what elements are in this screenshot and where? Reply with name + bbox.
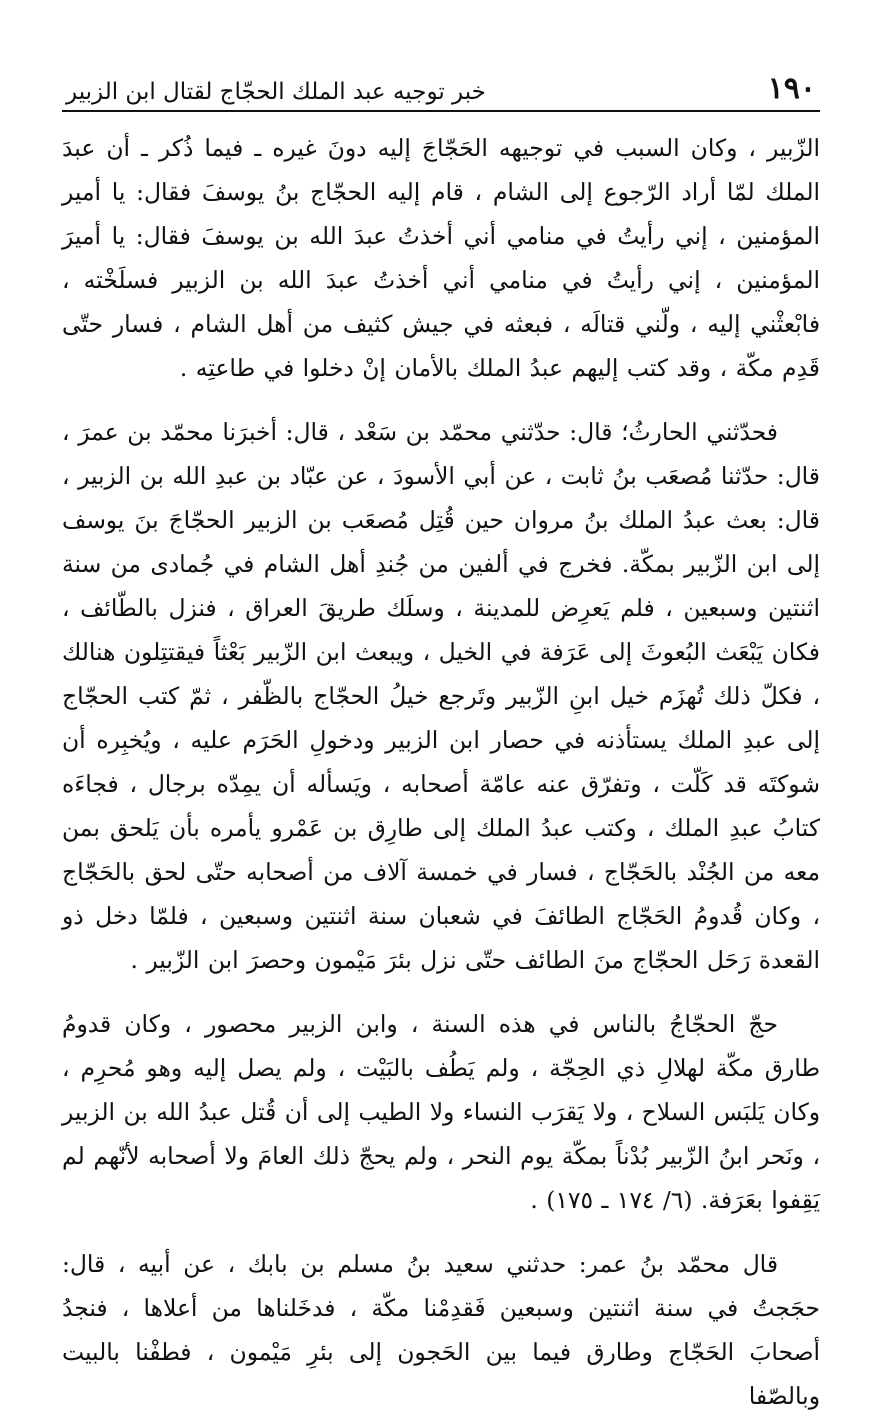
paragraph-4: قال محمّد بنُ عمر: حدثني سعيد بنُ مسلم بن بابك ، عن أبيه ، قال: حجَجتُ في سنة اثنتين وسبعين فَقدِمْنا مكّة ، فدخَلناها من أعلاها ، فنجدُ أصحابَ الحَجّاج وطارق فيما بين الحَجون إلى بئرِ مَيْمون ، فطفْنا بالبيت وبالصّفا xyxy=(62,1250,820,1410)
paragraph-1: الزّبير ، وكان السبب في توجيهه الحَجّاجَ إليه دونَ غيره ـ فيما ذُكر ـ أن عبدَ الملك لمّا أراد الرّجوع إلى الشام ، قام إليه الحجّاج بنُ يوسفَ فقال: يا أمير المؤمنين ، إني رأيتُ في منامي أني أخذتُ عبدَ الله بن يوسفَ فقال: يا أميرَ المؤمنين ، إني رأيتُ في منامي أني أخذتُ عبدَ الله بن الزبير فسلَخْته ، فابْعثْني إليه ، ولّني قتالَه ، فبعثه في جيش كثيف من أهل الشام ، فسار حتّى قَدِم مكّة ، وقد كتب إليهم عبدُ الملك بالأمان إنْ دخلوا في طاعتِه . xyxy=(62,134,820,382)
page-header xyxy=(62,60,820,112)
body-text xyxy=(62,126,820,1418)
paragraph-2: فحدّثني الحارثُ؛ قال: حدّثني محمّد بن سَعْد ، قال: أخبرَنا محمّد بن عمرَ ، قال: حدّثنا مُصعَب بنُ ثابت ، عن أبي الأسودَ ، عن عبّاد بن عبدِ الله بن الزبير ، قال: بعث عبدُ الملك بنُ مروان حين قُتِل مُصعَب بن الزبير الحجّاجَ بنَ يوسف إلى ابن الزّبير بمكّة. فخرج في ألفين من جُندِ أهل الشام في جُمادى من سنة اثنتين وسبعين ، فلم يَعرِض للمدينة ، وسلَك طريقَ العراق ، فنزل بالطّائف ، فكان يَبْعَث البُعوثَ إلى عَرَفة في الخيل ، ويبعث ابن الزّبير بَعْثاً فيقتتِلون هنالك ، فكلّ ذلك تُهزَم خيل ابنِ الزّبير وتَرجع خيلُ الحجّاج بالظّفر ، ثمّ كتب الحجّاج إلى عبدِ الملك يستأذنه في حصار ابن الزبير ودخولِ الحَرَم عليه ، ويُخبِره أن شوكتَه قد كَلّت ، وتفرّق عنه عامّة أصحابه ، ويَسأله أن يمِدّه برجال ، فجاءَه كتابُ عبدِ الملك ، وكتب عبدُ الملك إلى طارِق بن عَمْرو يأمره بأن يَلحق بمن معه من الجُنْد بالحَجّاج ، فسار في خمسة آلاف من أصحابه حتّى لحق بالحَجّاج ، وكان قُدومُ الحَجّاج الطائفَ في شعبان سنة اثنتين وسبعين ، فلمّا دخل ذو القعدة رَحَل الحجّاج منَ الطائف حتّى نزل بئرَ مَيْمون وحصرَ ابن الزّبير . xyxy=(62,418,820,974)
running-title: خبر توجيه عبد الملك الحجّاج لقتال ابن الزبير xyxy=(66,79,486,105)
paragraph-3: حجّ الحجّاجُ بالناس في هذه السنة ، وابن الزبير محصور ، وكان قدومُ طارق مكّة لهلالِ ذي الحِجّة ، ولم يَطُف بالبَيْت ، ولم يصل إليه وهو مُحرِم ، وكان يَلبَس السلاح ، ولا يَقرَب النساء ولا الطيب إلى أن قُتل عبدُ الله بن الزبير ، ونَحر ابنُ الزّبير بُدْناً بمكّة يوم النحر ، ولم يحجّ ذلك العامَ ولا أصحابه لأنّهم لم يَقِفوا بعَرَفة. (٦/ ١٧٤ ـ ١٧٥) . xyxy=(62,1010,820,1214)
book-page xyxy=(62,60,820,1418)
page-number: ١٩٠ xyxy=(767,71,816,106)
